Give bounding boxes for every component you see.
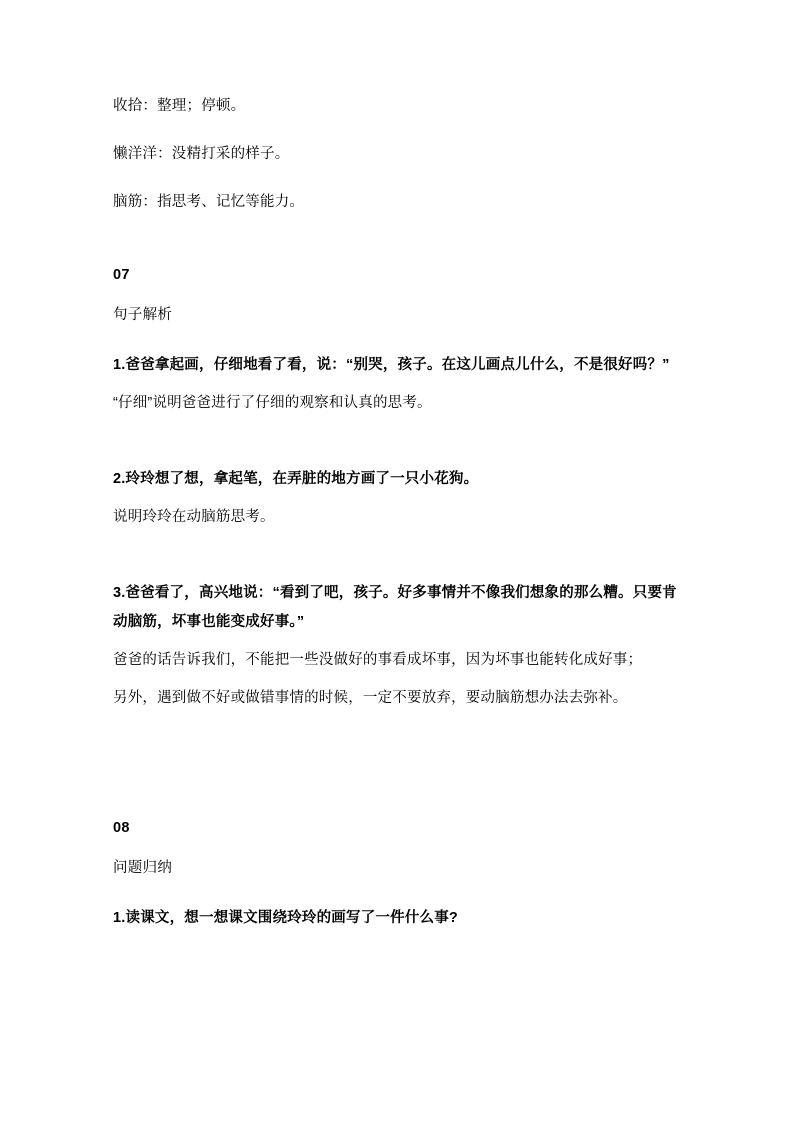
document-body bbox=[113, 95, 680, 933]
sentence-analysis-answer-2: 说明玲玲在动脑筋思考。 bbox=[113, 508, 275, 525]
summary-question-1: 1.读课文，想一想课文围绕玲玲的画写了一件什么事? bbox=[113, 909, 458, 926]
section-title-07: 句子解析 bbox=[113, 306, 173, 323]
sentence-analysis-answer-1: “仔细”说明爸爸进行了仔细的观察和认真的思考。 bbox=[113, 394, 432, 411]
section-number-07: 07 bbox=[113, 266, 130, 283]
vocabulary-line-3: 脑筋：指思考、记忆等能力。 bbox=[113, 194, 305, 211]
vocabulary-line-1: 收拾：整理；停顿。 bbox=[113, 98, 246, 114]
spacer bbox=[113, 427, 680, 465]
spacer bbox=[113, 541, 680, 579]
sentence-analysis-question-2: 2.玲玲想了想，拿起笔，在弄脏的地方画了一只小花狗。 bbox=[113, 470, 479, 487]
sentence-analysis-question-1: 1.爸爸拿起画，仔细地看了看，说：“别哭，孩子。在这儿画点儿什么，不是很好吗？” bbox=[113, 356, 670, 373]
spacer bbox=[113, 722, 680, 768]
section-number-08: 08 bbox=[113, 819, 130, 836]
vocabulary-line-2: 懒洋洋：没精打采的样子。 bbox=[113, 146, 290, 163]
section-title-08: 问题归纳 bbox=[113, 859, 173, 876]
sentence-analysis-question-3: 3.爸爸看了，高兴地说：“看到了吧，孩子。好多事情并不像我们想象的那么糟。只要肯动脑筋，坏事也能变成好事。” bbox=[113, 584, 677, 630]
sentence-analysis-answer-3a: 爸爸的话告诉我们，不能把一些没做好的事看成坏事，因为坏事也能转化成好事； bbox=[113, 651, 643, 668]
sentence-analysis-answer-3b: 另外，遇到做不好或做错事情的时候，一定不要放弃，要动脑筋想办法去弥补。 bbox=[113, 689, 628, 706]
